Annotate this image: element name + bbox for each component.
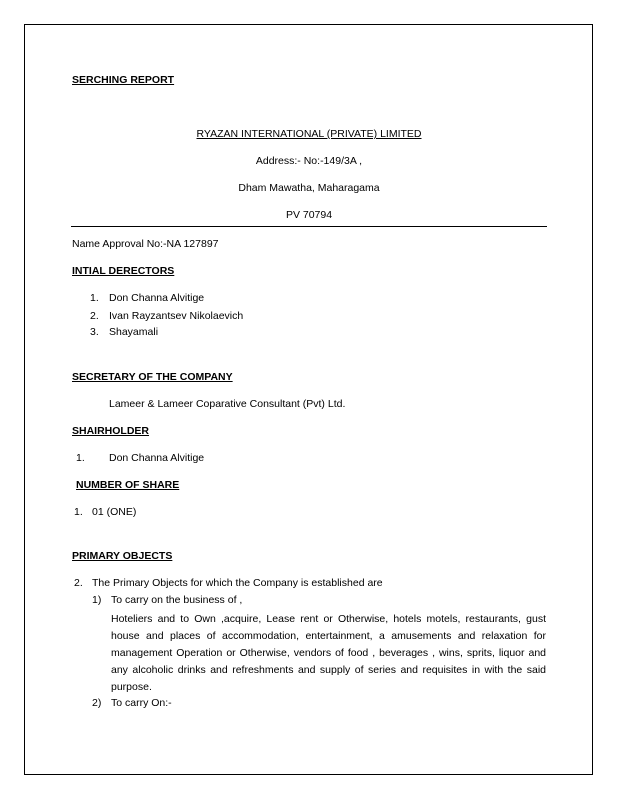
primary-objects-num: 2.	[74, 577, 83, 589]
shareholder-heading: SHAIRHOLDER	[72, 425, 150, 437]
secretary-name: Lameer & Lameer Coparative Consultant (Pvt) Ltd.	[109, 398, 346, 410]
object-item-description: Hoteliers and to Own ,acquire, Lease rent or Otherwise, hotels motels, restaurants, gust house and places of accommodation, entertainment, a amusements and relaxation for management Operation or Otherwise, vendors of food , beverages , wins, sprits, liquor and any alcoholic drinks and refreshments and supply of series and requisites in with the said purpose.	[111, 613, 546, 693]
object-item-label: To carry On:-	[111, 697, 172, 709]
director-num: 1.	[90, 292, 99, 304]
primary-objects-heading: PRIMARY OBJECTS	[72, 550, 173, 562]
company-address-line2: Dham Mawatha, Maharagama	[238, 182, 380, 194]
shares-num: 1.	[74, 506, 83, 518]
director-name: Don Channa Alvitige	[109, 292, 205, 304]
object-item-num: 2)	[92, 697, 102, 709]
shares-heading: NUMBER OF SHARE	[76, 479, 180, 491]
director-name: Shayamali	[109, 326, 159, 338]
company-address-line1: Address:- No:-149/3A ,	[255, 155, 363, 167]
company-name: RYAZAN INTERNATIONAL (PRIVATE) LIMITED	[196, 128, 422, 140]
director-num: 2.	[90, 310, 99, 322]
object-item-num: 1)	[92, 594, 102, 606]
shareholder-name: Don Channa Alvitige	[109, 452, 205, 464]
shares-value: 01 (ONE)	[92, 506, 137, 518]
company-pv-number: PV 70794	[285, 209, 333, 221]
object-item-label: To carry on the business of ,	[111, 594, 243, 606]
directors-heading: INTIAL DERECTORS	[72, 265, 175, 277]
report-title: SERCHING REPORT	[72, 74, 175, 86]
director-name: Ivan Rayzantsev Nikolaevich	[109, 310, 244, 322]
shareholder-num: 1.	[76, 452, 85, 464]
secretary-heading: SECRETARY OF THE COMPANY	[72, 371, 233, 383]
header-divider	[71, 226, 547, 227]
director-num: 3.	[90, 326, 99, 338]
name-approval: Name Approval No:-NA 127897	[72, 238, 219, 250]
primary-objects-intro: The Primary Objects for which the Company is established are	[92, 577, 383, 589]
